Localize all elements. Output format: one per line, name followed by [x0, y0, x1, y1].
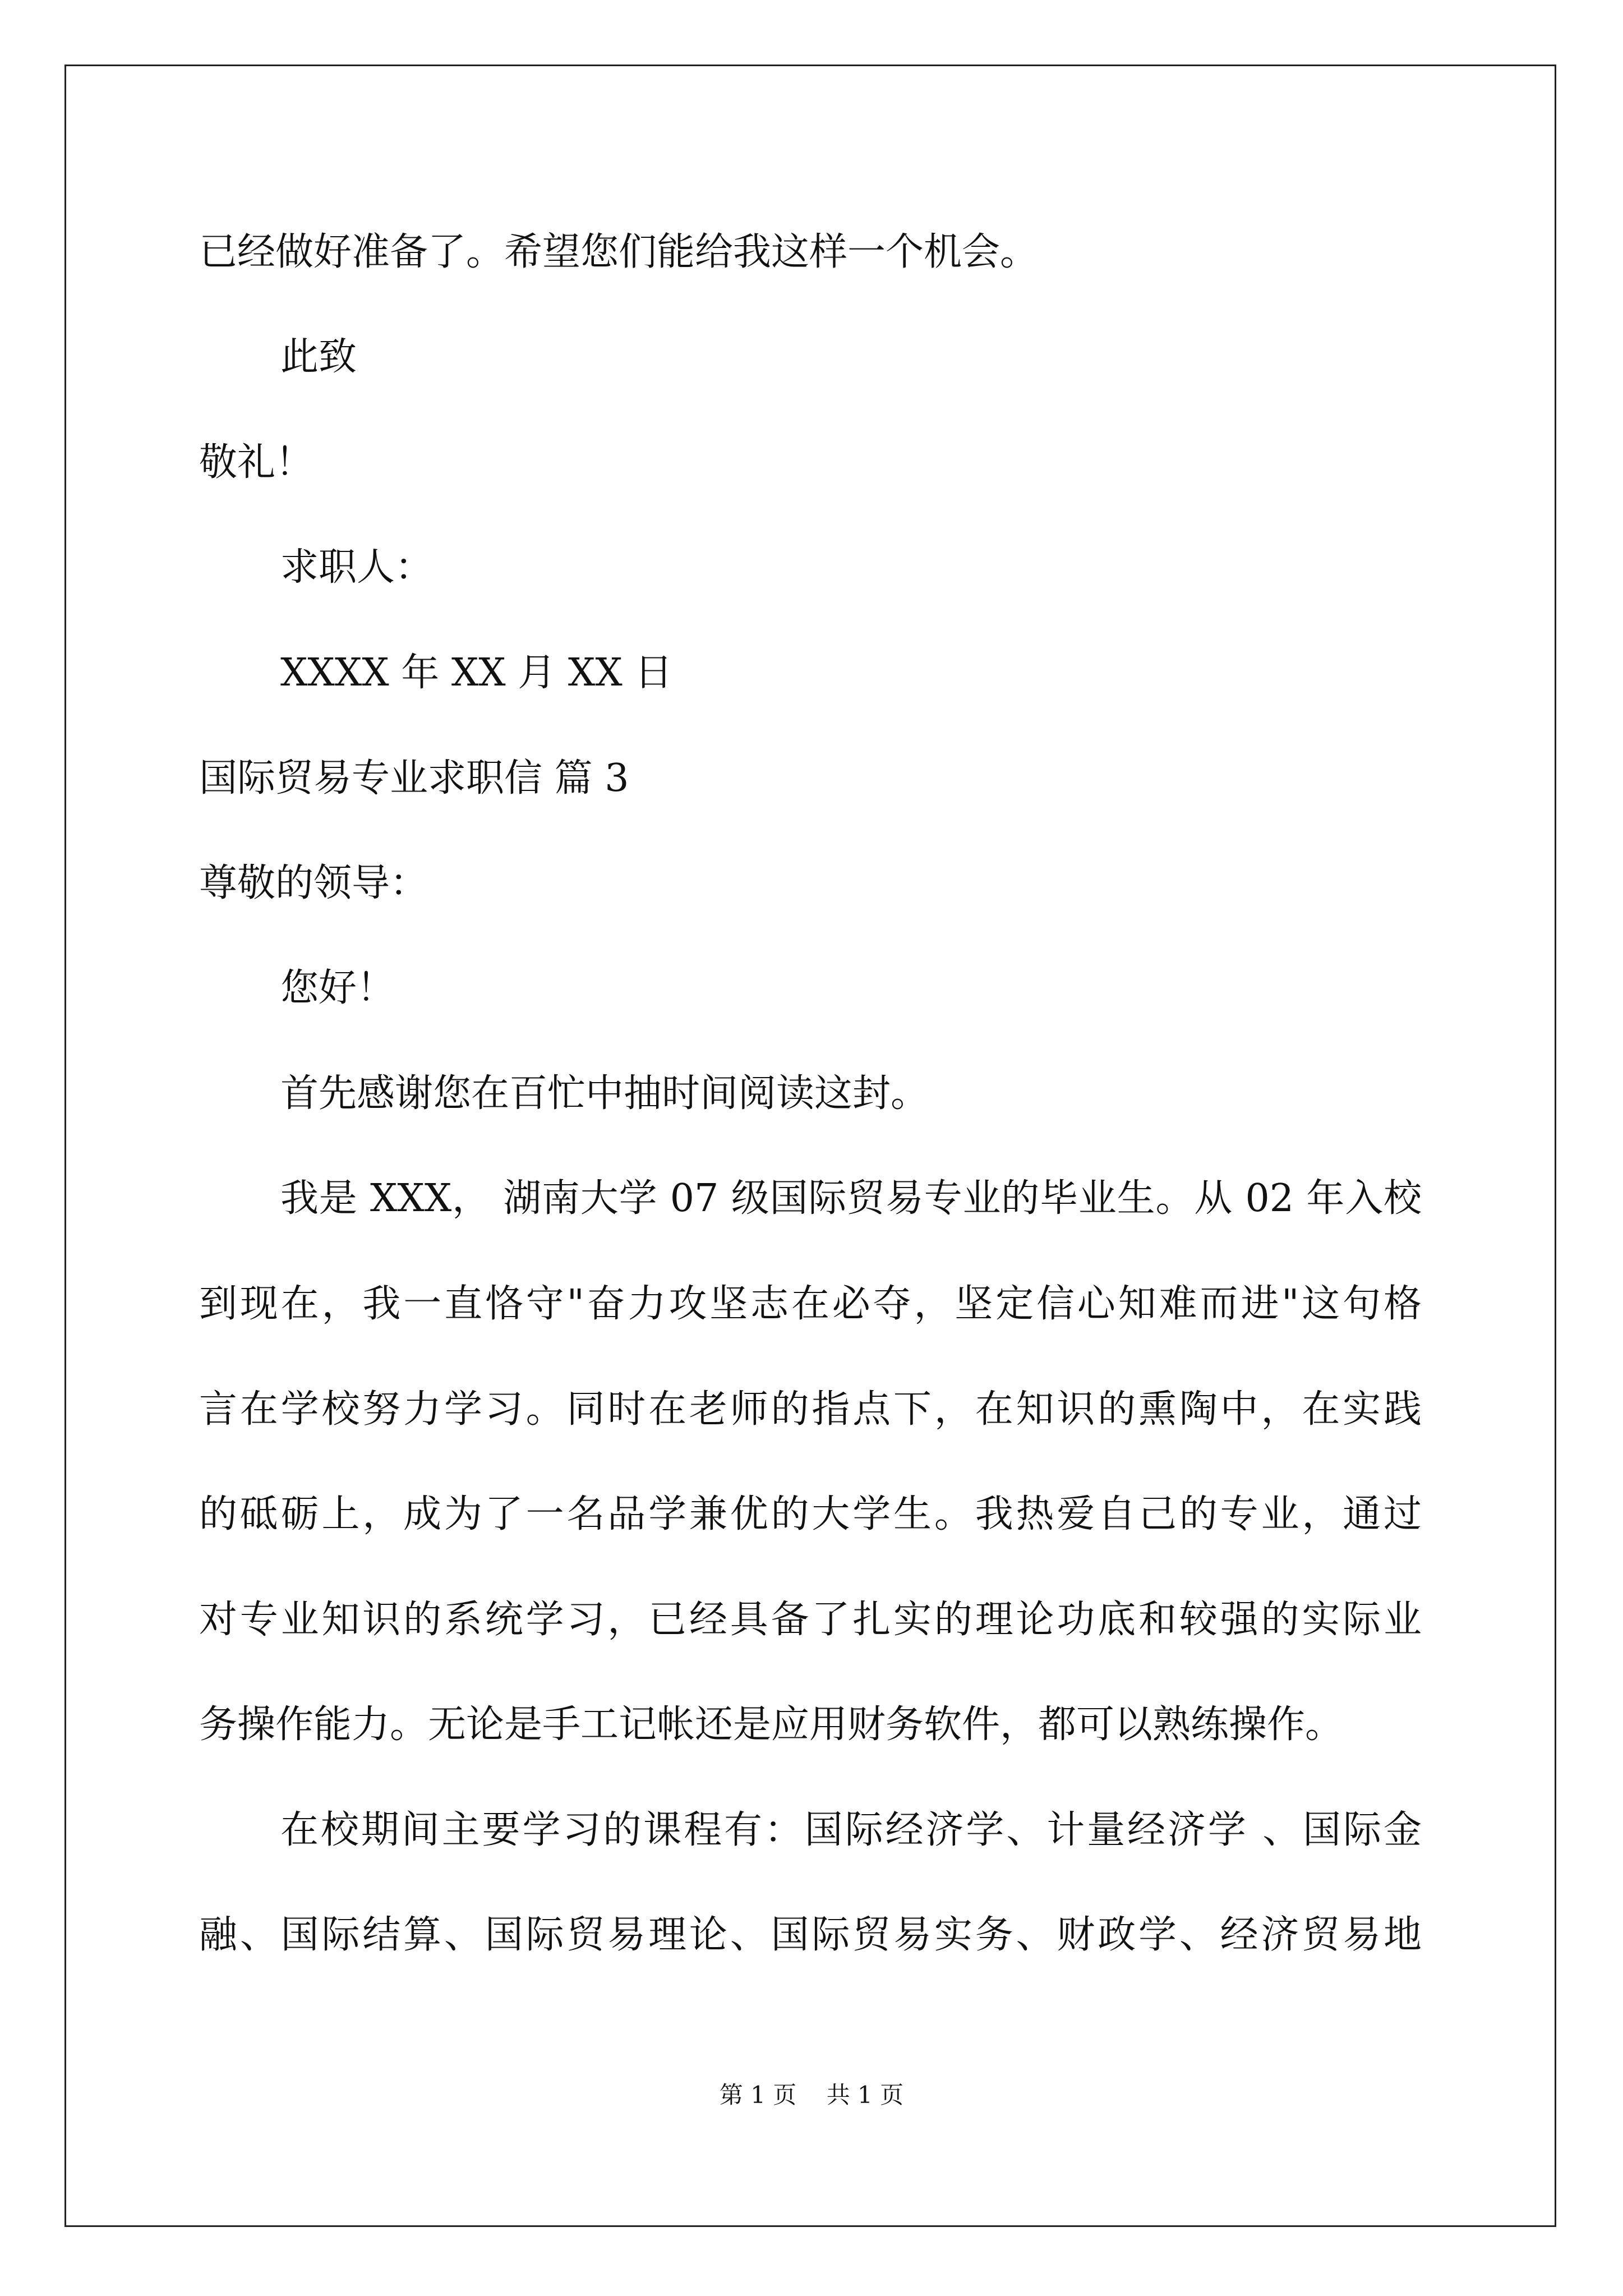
date-line: XXXX 年 XX 月 XX 日	[280, 651, 673, 695]
text-line: 融、国际结算、国际贸易理论、国际贸易实务、财政学、经济贸易地	[199, 1913, 1422, 1957]
section-heading: 国际贸易专业求职信 篇 3	[199, 756, 629, 800]
closing-regards: 敬礼！	[199, 440, 314, 485]
applicant-label: 求职人：	[280, 545, 434, 590]
text-line: 已经做好准备了。希望您们能给我这样一个机会。	[199, 230, 1039, 274]
text-line: 的砥砺上，成为了一名品学兼优的大学生。我热爱自己的专业，通过	[199, 1492, 1422, 1536]
greeting: 尊敬的领导：	[199, 861, 428, 905]
text-line: 到现在，我一直恪守"奋力攻坚志在必夺，坚定信心知难而进"这句格	[199, 1282, 1422, 1326]
text-line: 我是 XXX， 湖南大学 07 级国际贸易专业的毕业生。从 02 年入校	[280, 1176, 1422, 1221]
greeting-hello: 您好！	[280, 966, 395, 1010]
page-border	[64, 65, 1556, 2227]
page-footer: 第 1 页 共 1 页	[719, 2081, 904, 2109]
text-line: 在校期间主要学习的课程有：国际经济学、计量经济学 、国际金	[280, 1808, 1422, 1852]
text-line: 对专业知识的系统学习，已经具备了扎实的理论功底和较强的实际业	[199, 1598, 1422, 1642]
text-line: 务操作能力。无论是手工记帐还是应用财务软件，都可以熟练操作。	[199, 1703, 1344, 1747]
closing-salutation: 此致	[280, 335, 357, 379]
text-line: 首先感谢您在百忙中抽时间阅读这封。	[280, 1071, 929, 1116]
text-line: 言在学校努力学习。同时在老师的指点下，在知识的熏陶中，在实践	[199, 1387, 1422, 1432]
